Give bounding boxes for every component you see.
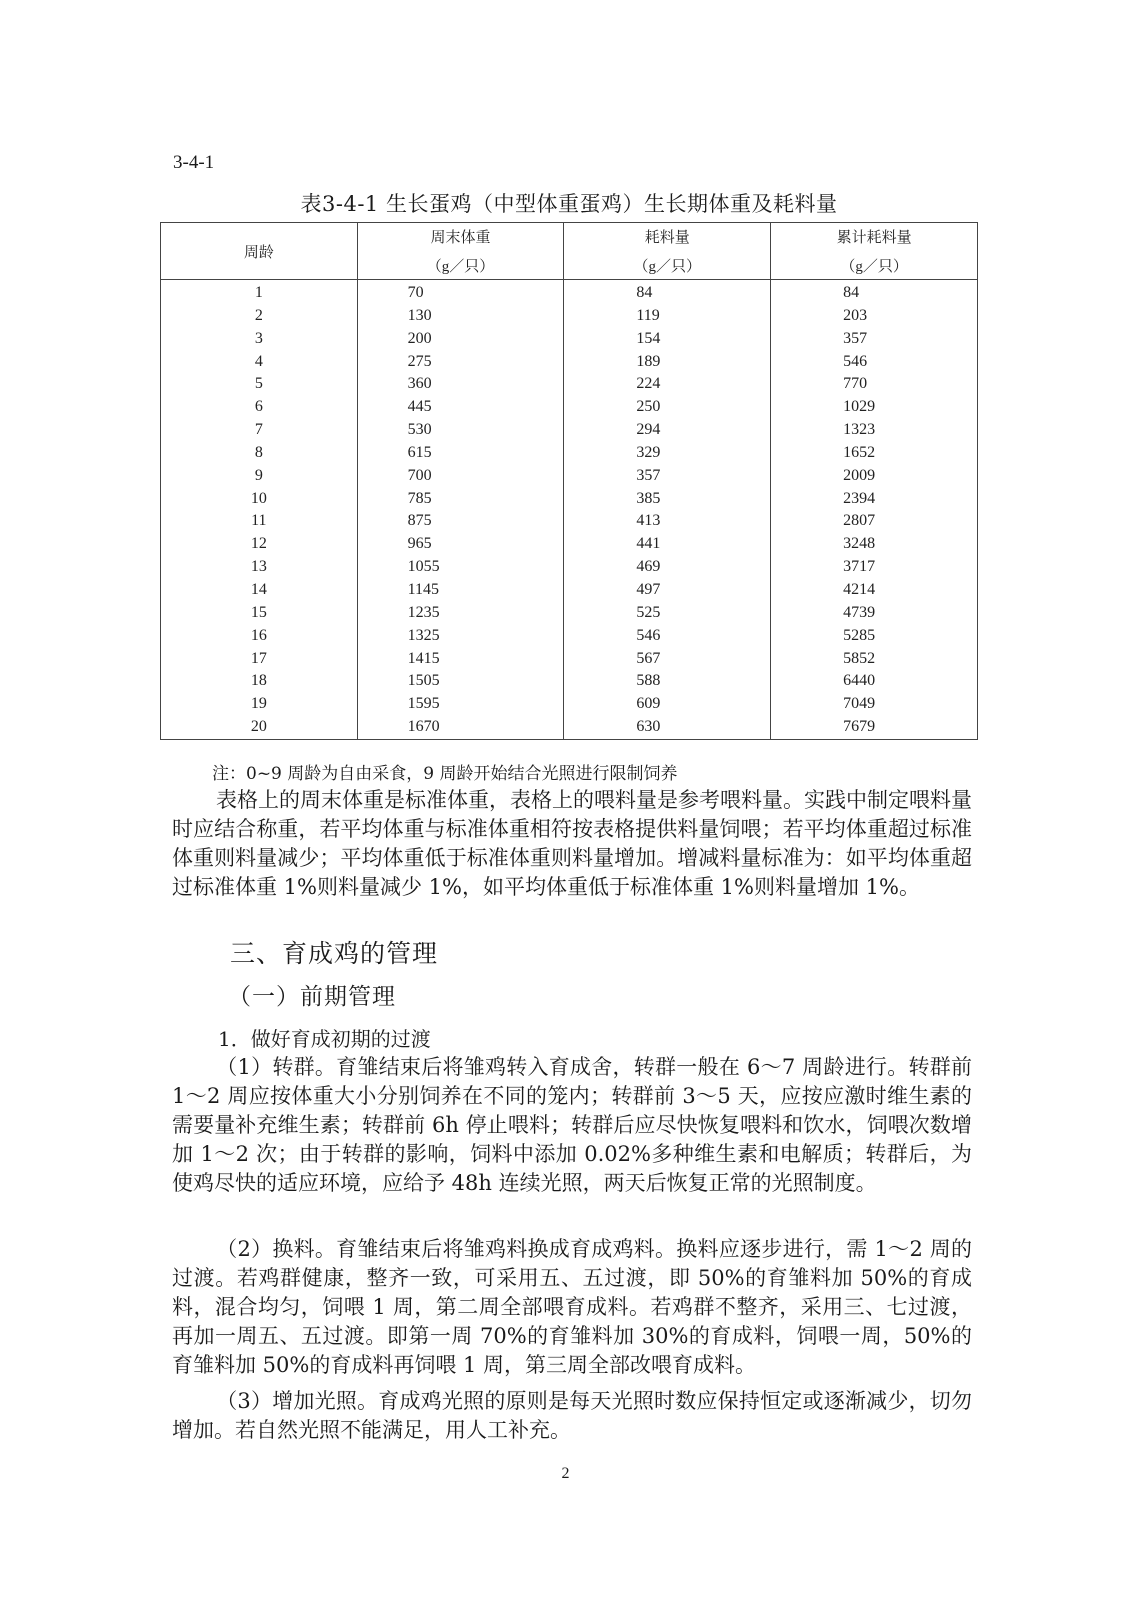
table-row xyxy=(161,533,978,556)
cell-feed: 385 xyxy=(564,488,771,511)
cell-feed: 546 xyxy=(564,625,771,648)
cell-week: 11 xyxy=(161,510,358,533)
subsubsection-heading: 1．做好育成初期的过渡 xyxy=(218,1027,431,1051)
table-row xyxy=(161,716,978,739)
cell-feed: 441 xyxy=(564,533,771,556)
table-row xyxy=(161,579,978,602)
cell-week: 5 xyxy=(161,373,358,396)
table-row xyxy=(161,648,978,671)
cell-feed: 630 xyxy=(564,716,771,739)
header-cumulative-feed: 累计耗料量 （g／只） xyxy=(771,223,978,280)
header-feed: 耗料量 （g／只） xyxy=(564,223,771,280)
cell-cumulative-feed: 3717 xyxy=(771,556,978,579)
header-weight: 周末体重 （g／只） xyxy=(357,223,564,280)
cell-cumulative-feed: 84 xyxy=(771,280,978,305)
cell-weight: 130 xyxy=(357,305,564,328)
cell-weight: 965 xyxy=(357,533,564,556)
cell-cumulative-feed: 4214 xyxy=(771,579,978,602)
header-week: 周龄 xyxy=(161,223,358,280)
cell-weight: 700 xyxy=(357,465,564,488)
cell-weight: 70 xyxy=(357,280,564,305)
cell-feed: 469 xyxy=(564,556,771,579)
table-row xyxy=(161,396,978,419)
cell-week: 10 xyxy=(161,488,358,511)
cell-week: 9 xyxy=(161,465,358,488)
cell-cumulative-feed: 546 xyxy=(771,351,978,374)
cell-weight: 1055 xyxy=(357,556,564,579)
cell-feed: 329 xyxy=(564,442,771,465)
cell-week: 1 xyxy=(161,280,358,305)
cell-feed: 497 xyxy=(564,579,771,602)
table-row xyxy=(161,602,978,625)
paragraph-feeding-standard: 表格上的周末体重是标准体重，表格上的喂料量是参考喂料量。实践中制定喂料量时应结合称重，若平均体重与标准体重相符按表格提供料量饲喂；若平均体重超过标准体重则料量减少；平均体重低于标准体重则料量增加。增减料量标准为：如平均体重超过标准体重 1%则料量减少 1%，如平均体重低于标准体重 1%则料量增加 1%。 xyxy=(172,788,972,899)
page-number: 2 xyxy=(561,1465,570,1482)
cell-week: 4 xyxy=(161,351,358,374)
cell-feed: 588 xyxy=(564,670,771,693)
cell-weight: 1670 xyxy=(357,716,564,739)
table-row xyxy=(161,693,978,716)
cell-cumulative-feed: 5285 xyxy=(771,625,978,648)
cell-cumulative-feed: 203 xyxy=(771,305,978,328)
table-note: 注：0~9 周龄为自由采食，9 周龄开始结合光照进行限制饲养 xyxy=(212,764,678,784)
cell-weight: 1235 xyxy=(357,602,564,625)
cell-week: 17 xyxy=(161,648,358,671)
table-row xyxy=(161,465,978,488)
cell-weight: 1145 xyxy=(357,579,564,602)
table-row xyxy=(161,373,978,396)
cell-feed: 224 xyxy=(564,373,771,396)
figure-reference: 3-4-1 xyxy=(173,152,215,173)
cell-week: 16 xyxy=(161,625,358,648)
cell-cumulative-feed: 357 xyxy=(771,328,978,351)
cell-feed: 119 xyxy=(564,305,771,328)
cell-cumulative-feed: 6440 xyxy=(771,670,978,693)
cell-feed: 250 xyxy=(564,396,771,419)
cell-weight: 1595 xyxy=(357,693,564,716)
cell-weight: 200 xyxy=(357,328,564,351)
table-row xyxy=(161,442,978,465)
cell-weight: 445 xyxy=(357,396,564,419)
cell-feed: 357 xyxy=(564,465,771,488)
cell-cumulative-feed: 1652 xyxy=(771,442,978,465)
cell-week: 2 xyxy=(161,305,358,328)
table-row xyxy=(161,305,978,328)
cell-week: 6 xyxy=(161,396,358,419)
cell-cumulative-feed: 7049 xyxy=(771,693,978,716)
cell-feed: 154 xyxy=(564,328,771,351)
cell-cumulative-feed: 4739 xyxy=(771,602,978,625)
cell-week: 12 xyxy=(161,533,358,556)
cell-weight: 1325 xyxy=(357,625,564,648)
cell-cumulative-feed: 2394 xyxy=(771,488,978,511)
cell-week: 19 xyxy=(161,693,358,716)
subsection-heading: （一）前期管理 xyxy=(228,984,396,1010)
cell-week: 15 xyxy=(161,602,358,625)
table-body xyxy=(161,280,978,740)
table-row xyxy=(161,328,978,351)
table-header xyxy=(161,223,978,280)
table-row xyxy=(161,419,978,442)
cell-weight: 785 xyxy=(357,488,564,511)
cell-weight: 360 xyxy=(357,373,564,396)
cell-cumulative-feed: 1323 xyxy=(771,419,978,442)
cell-feed: 525 xyxy=(564,602,771,625)
cell-week: 13 xyxy=(161,556,358,579)
growth-table xyxy=(160,222,978,740)
cell-feed: 567 xyxy=(564,648,771,671)
table-row xyxy=(161,670,978,693)
table-row xyxy=(161,625,978,648)
cell-cumulative-feed: 7679 xyxy=(771,716,978,739)
cell-weight: 875 xyxy=(357,510,564,533)
cell-weight: 615 xyxy=(357,442,564,465)
cell-feed: 294 xyxy=(564,419,771,442)
table-row xyxy=(161,351,978,374)
cell-cumulative-feed: 2009 xyxy=(771,465,978,488)
cell-cumulative-feed: 2807 xyxy=(771,510,978,533)
cell-cumulative-feed: 5852 xyxy=(771,648,978,671)
cell-feed: 413 xyxy=(564,510,771,533)
table-row xyxy=(161,556,978,579)
cell-cumulative-feed: 1029 xyxy=(771,396,978,419)
table-caption: 表3-4-1 生长蛋鸡（中型体重蛋鸡）生长期体重及耗料量 xyxy=(300,192,838,216)
cell-feed: 609 xyxy=(564,693,771,716)
cell-cumulative-feed: 3248 xyxy=(771,533,978,556)
cell-week: 3 xyxy=(161,328,358,351)
table-row xyxy=(161,488,978,511)
paragraph-feed-change: （2）换料。育雏结束后将雏鸡料换成育成鸡料。换料应逐步进行，需 1～2 周的过渡。若鸡群健康，整齐一致，可采用五、五过渡，即 50%的育雏料加 50%的育成料，混合均匀，饲喂 1 周，第二周全部喂育成料。若鸡群不整齐，采用三、七过渡，再加一周五、五过渡。即第一周 70%的育雏料加 30%的育成料，饲喂一周，50%的育雏料加 50%的育成料再饲喂 1 周，第三周全部改喂育成料。 xyxy=(172,1237,972,1377)
cell-weight: 1415 xyxy=(357,648,564,671)
paragraph-lighting: （3）增加光照。育成鸡光照的原则是每天光照时数应保持恒定或逐渐减少，切勿增加。若自然光照不能满足，用人工补充。 xyxy=(172,1389,972,1442)
cell-week: 7 xyxy=(161,419,358,442)
table-row xyxy=(161,280,978,305)
section-heading: 三、育成鸡的管理 xyxy=(230,939,439,968)
paragraph-transfer: （1）转群。育雏结束后将雏鸡转入育成舍，转群一般在 6～7 周龄进行。转群前 1～2 周应按体重大小分别饲养在不同的笼内；转群前 3～5 天，应按应激时维生素的需要量补充维生素；转群前 6h 停止喂料；转群后应尽快恢复喂料和饮水，饲喂次数增加 1～2 次；由于转群的影响，饲料中添加 0.02%多种维生素和电解质；转群后，为使鸡尽快的适应环境，应给予 48h 连续光照，两天后恢复正常的光照制度。 xyxy=(172,1055,972,1195)
cell-weight: 1505 xyxy=(357,670,564,693)
cell-week: 8 xyxy=(161,442,358,465)
cell-weight: 275 xyxy=(357,351,564,374)
cell-cumulative-feed: 770 xyxy=(771,373,978,396)
cell-week: 20 xyxy=(161,716,358,739)
cell-week: 14 xyxy=(161,579,358,602)
cell-weight: 530 xyxy=(357,419,564,442)
cell-feed: 84 xyxy=(564,280,771,305)
cell-week: 18 xyxy=(161,670,358,693)
cell-feed: 189 xyxy=(564,351,771,374)
table-row xyxy=(161,510,978,533)
